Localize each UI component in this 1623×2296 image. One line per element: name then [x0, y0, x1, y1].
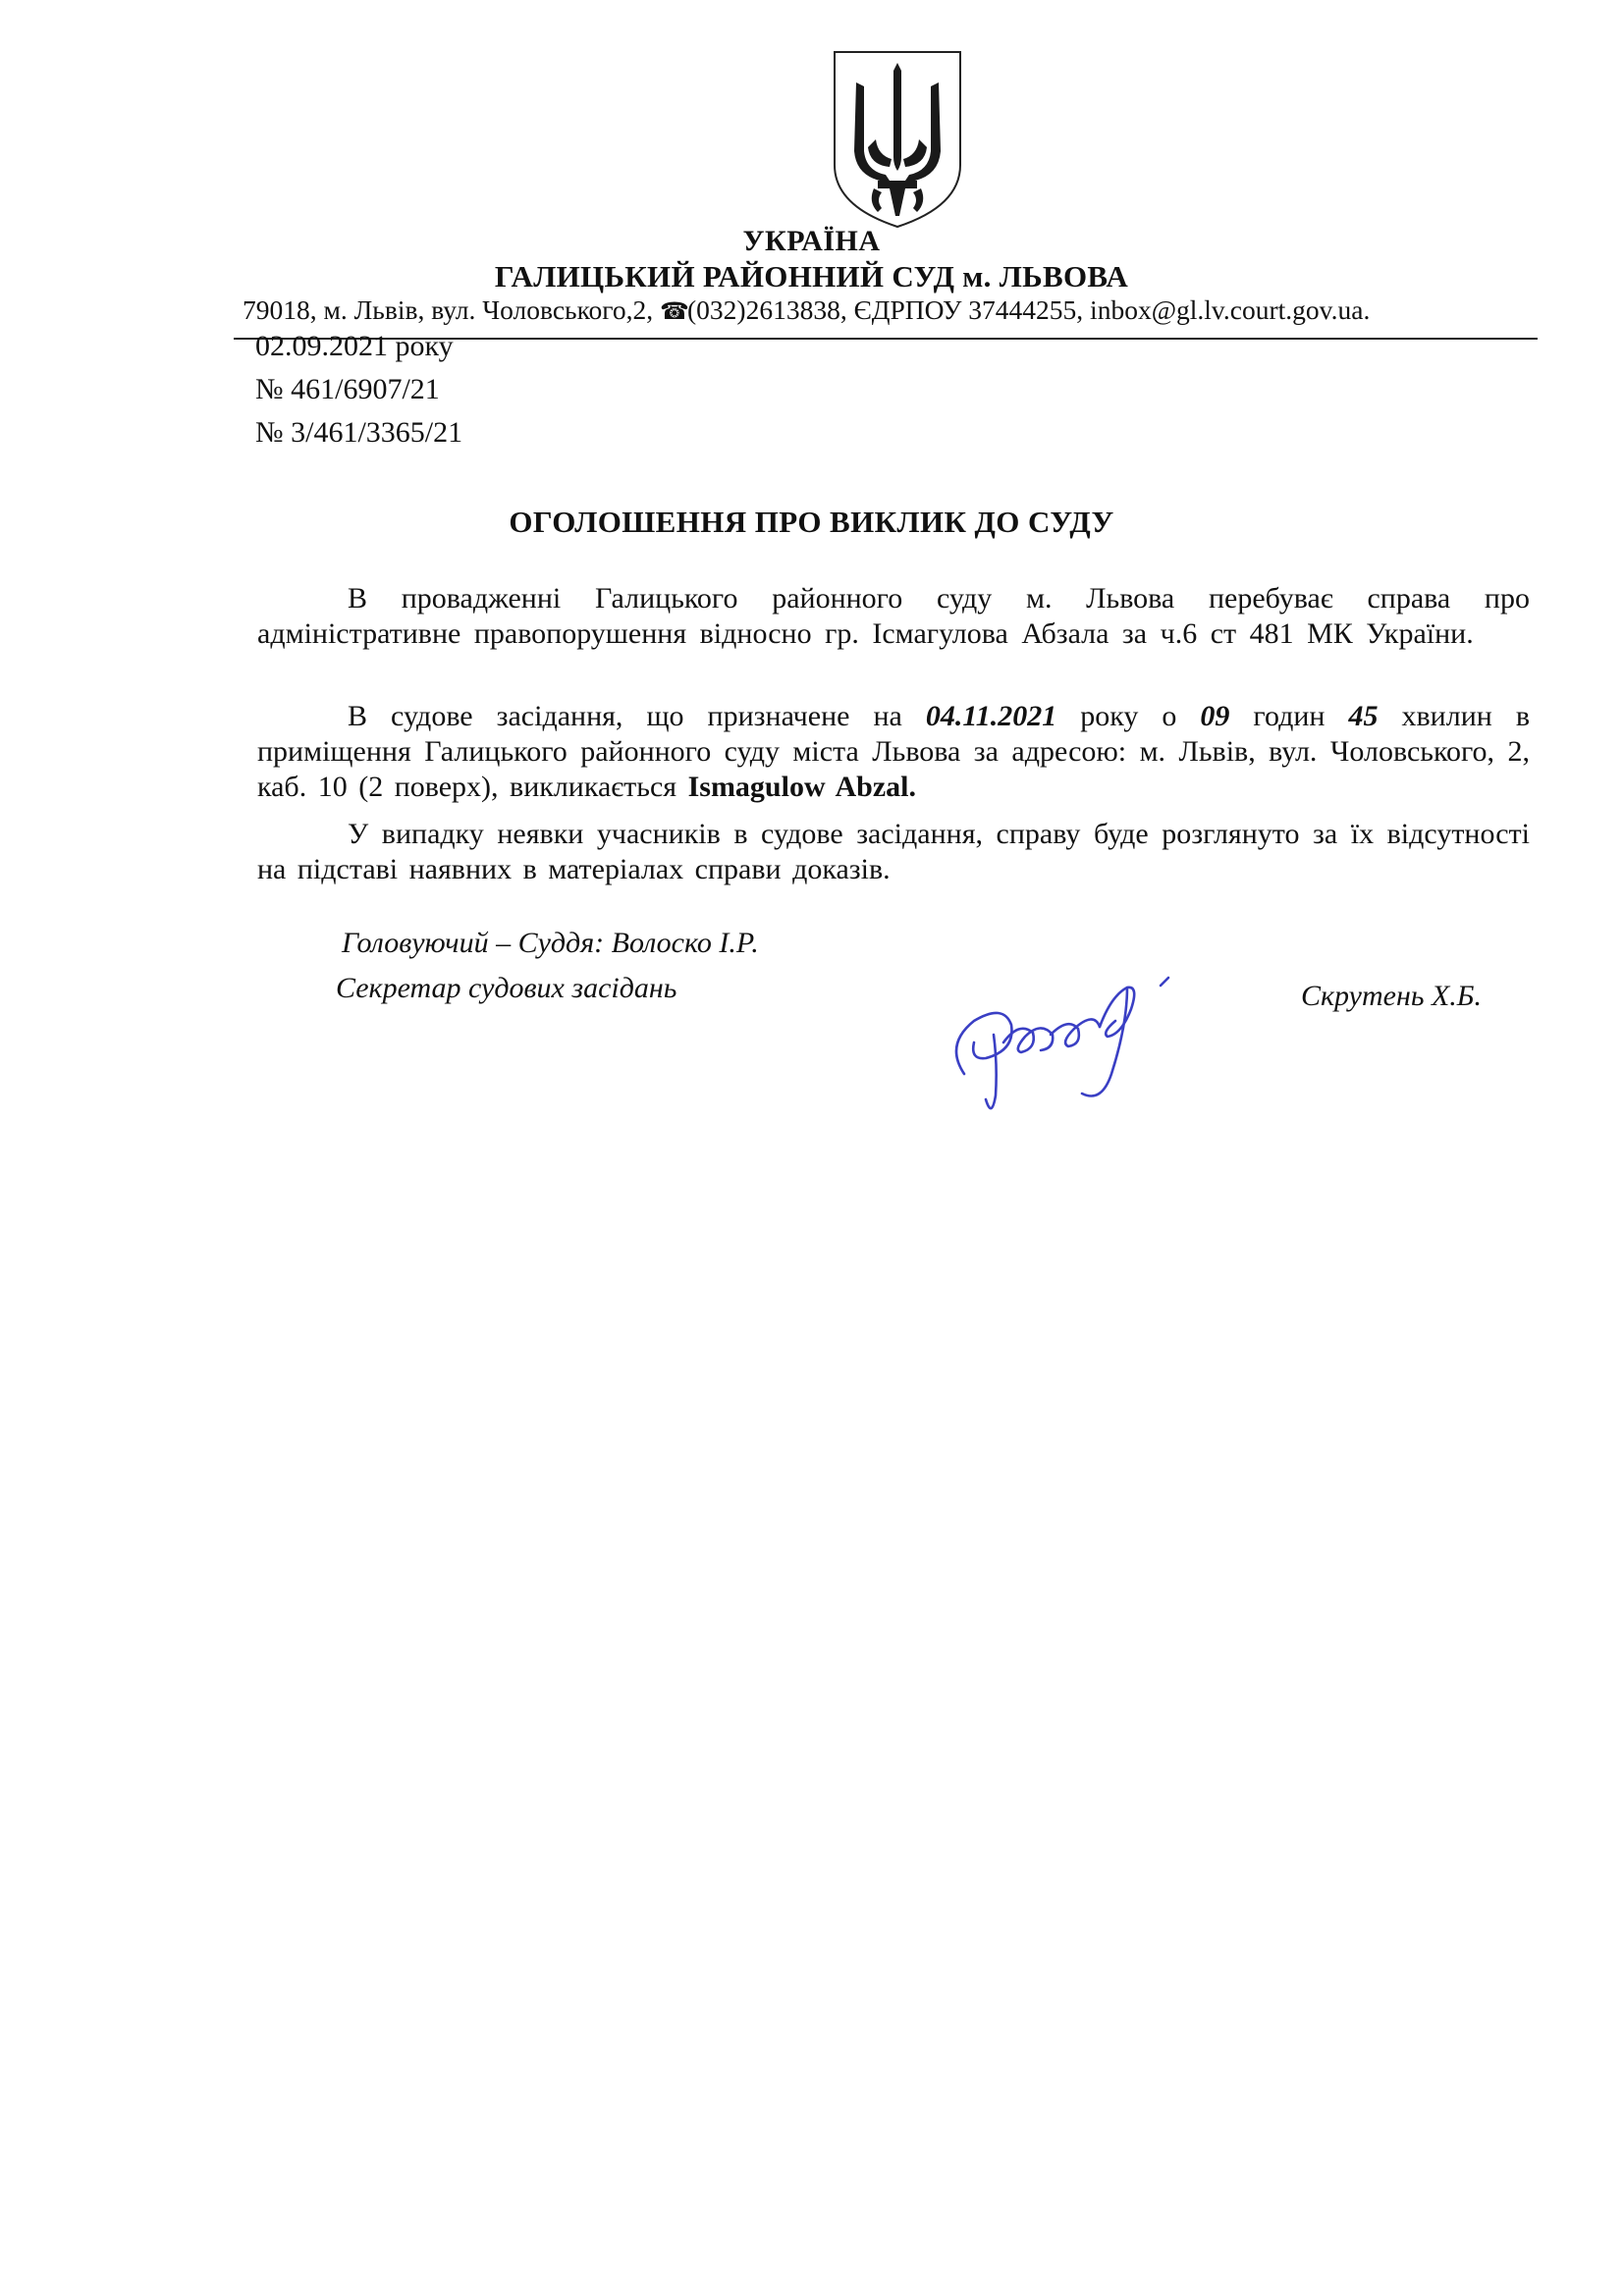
document-title: ОГОЛОШЕННЯ ПРО ВИКЛИК ДО СУДУ [509, 505, 1114, 539]
paragraph-absence-notice: У випадку неявки учасників в судове засідання, справу буде розглянуто за їх відсутності на підставі наявних в матеріалах справи доказів. [257, 818, 1530, 885]
telephone-icon: ☎ [660, 299, 689, 325]
paragraph-case-info: В провадженні Галицького районного суду м. Львова перебуває справа про адміністративне правопорушення відносно гр. Ісмагулова Абзала за ч.6 ст 481 МК України. [257, 582, 1530, 650]
court-name-heading: ГАЛИЦЬКИЙ РАЙОННИЙ СУД м. ЛЬВОВА [494, 259, 1129, 294]
proceeding-number: № 3/461/3365/21 [255, 416, 463, 449]
hearing-text-b: року о [1056, 700, 1201, 732]
document-date: 02.09.2021 року [255, 330, 454, 362]
paragraph-hearing-details [257, 699, 1530, 805]
contacts-address: 79018, м. Львів, вул. Чоловського,2, [243, 294, 654, 325]
hearing-text-c: годин [1229, 700, 1349, 732]
secretary-title: Секретар судових засідань [336, 972, 677, 1004]
presiding-judge: Головуючий – Суддя: Волоско І.Р. [342, 927, 759, 959]
court-contacts-line [243, 294, 1370, 326]
handwritten-signature [935, 927, 1210, 1123]
hearing-text-d: хвилин в приміщення Галицького районного суду міста Львова за адресою: м. Львів, вул. Чоловського, 2, каб. 10 (2 поверх), викликається [257, 700, 1530, 803]
secretary-name: Скрутень Х.Б. [1301, 980, 1482, 1012]
summoned-person-name: Ismagulow Abzal. [687, 771, 916, 803]
hearing-text-a: В судове засідання, що призначене на [348, 700, 926, 732]
trident-emblem-icon [831, 49, 964, 230]
hearing-hour: 09 [1200, 700, 1230, 732]
country-heading: УКРАЇНА [742, 225, 881, 257]
contacts-phone-email: (032)2613838, ЄДРПОУ 37444255, inbox@gl.lv.court.gov.ua. [687, 294, 1371, 325]
hearing-minutes: 45 [1348, 700, 1379, 732]
case-number: № 461/6907/21 [255, 373, 440, 405]
hearing-date: 04.11.2021 [925, 700, 1057, 732]
